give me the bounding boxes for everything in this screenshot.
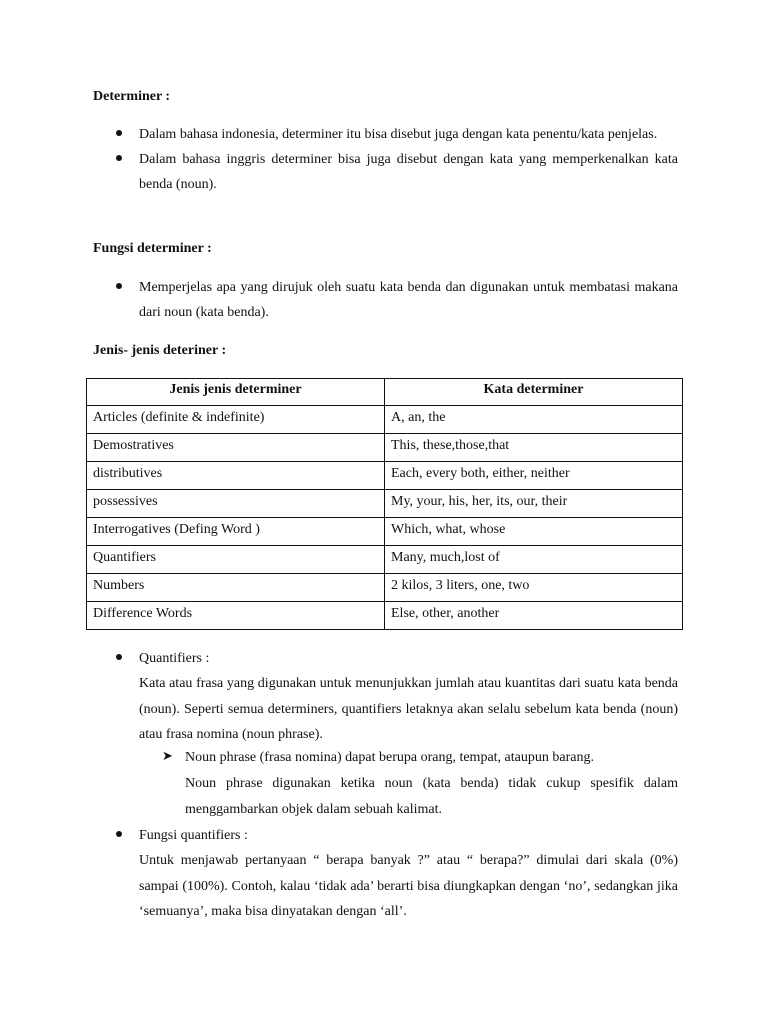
table-cell: Else, other, another — [385, 602, 683, 630]
fungsi-quantifiers-description: Untuk menjawab pertanyaan “ berapa banyak ?” atau “ berapa?” dimulai dari skala (0%) sampai (100%). Contoh, kalau ‘tidak ada’ berarti bisa diungkapkan dengan ‘no’, sedangkan jika ‘semuanya’, maka bisa dinyatakan dengan ‘all’. — [139, 853, 678, 919]
determiner-heading: Determiner : — [93, 89, 171, 104]
table-row — [87, 490, 683, 518]
determiner-table — [86, 378, 683, 630]
list-item — [0, 275, 678, 325]
table-cell: Each, every both, either, neither — [385, 462, 683, 490]
table-row — [87, 546, 683, 574]
table-cell: Many, much,lost of — [385, 546, 683, 574]
bullet-icon — [116, 654, 122, 660]
table-row — [87, 574, 683, 602]
table-row — [87, 518, 683, 546]
list-item-text: Dalam bahasa indonesia, determiner itu bisa disebut juga dengan kata penentu/kata penjelas. — [139, 127, 658, 142]
table-row — [87, 434, 683, 462]
quantifiers-list — [0, 646, 768, 671]
table-cell: Interrogatives (Defing Word ) — [87, 518, 385, 546]
fungsi-heading: Fungsi determiner : — [93, 241, 212, 256]
fungsi-quantifiers-label: Fungsi quantifiers : — [139, 828, 248, 843]
table-cell: My, your, his, her, its, our, their — [385, 490, 683, 518]
jenis-heading: Jenis- jenis deteriner : — [93, 343, 227, 358]
determiner-list — [0, 122, 768, 197]
list-item — [0, 823, 678, 848]
list-item — [0, 122, 678, 147]
table-cell: Quantifiers — [87, 546, 385, 574]
table-header-row — [87, 379, 683, 406]
table-cell: distributives — [87, 462, 385, 490]
arrow-item-continuation: Noun phrase digunakan ketika noun (kata benda) tidak cukup spesifik dalam menggambarkan objek dalam sebuah kalimat. — [185, 776, 678, 817]
table-row — [87, 406, 683, 434]
bullet-icon — [116, 155, 122, 161]
table-header-cell: Kata determiner — [385, 379, 683, 406]
table-cell: Demostratives — [87, 434, 385, 462]
table-cell: This, these,those,that — [385, 434, 683, 462]
table-row — [87, 462, 683, 490]
list-item — [0, 646, 678, 671]
table-cell: Numbers — [87, 574, 385, 602]
table-header-cell: Jenis jenis determiner — [87, 379, 385, 406]
table-cell: Difference Words — [87, 602, 385, 630]
list-item — [0, 147, 678, 197]
list-item-text: Dalam bahasa inggris determiner bisa juga disebut dengan kata yang memperkenalkan kata benda (noun). — [139, 152, 678, 192]
fungsi-quantifiers-list — [0, 823, 768, 848]
quantifiers-description: Kata atau frasa yang digunakan untuk menunjukkan jumlah atau kuantitas dari suatu kata benda (noun). Seperti semua determiners, quantifiers letaknya akan selalu sebelum kata benda (noun) atau frasa nomina (noun phrase). — [139, 676, 678, 742]
quantifiers-label: Quantifiers : — [139, 651, 210, 666]
table-cell: 2 kilos, 3 liters, one, two — [385, 574, 683, 602]
table-cell: possessives — [87, 490, 385, 518]
list-item-text: Memperjelas apa yang dirujuk oleh suatu kata benda dan digunakan untuk membatasi makana dari noun (kata benda). — [139, 280, 678, 320]
bullet-icon — [116, 130, 122, 136]
bullet-icon — [116, 831, 122, 837]
arrow-bullet-icon: ➤ — [162, 748, 173, 763]
table-row — [87, 602, 683, 630]
bullet-icon — [116, 283, 122, 289]
fungsi-list — [0, 275, 768, 325]
arrow-item-text: Noun phrase (frasa nomina) dapat berupa orang, tempat, ataupun barang. — [185, 750, 594, 765]
table-cell: Articles (definite & indefinite) — [87, 406, 385, 434]
table-cell: A, an, the — [385, 406, 683, 434]
table-cell: Which, what, whose — [385, 518, 683, 546]
